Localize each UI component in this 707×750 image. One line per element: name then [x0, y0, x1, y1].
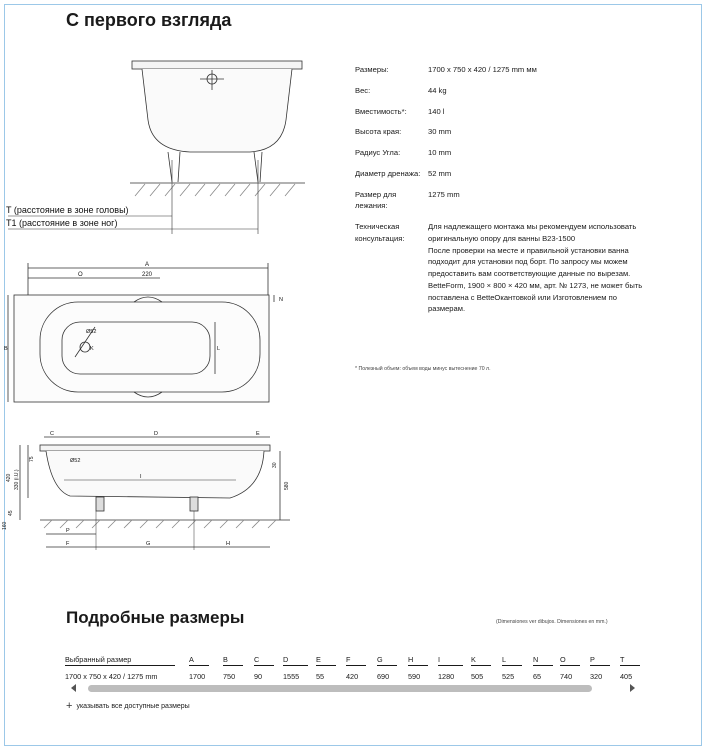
spec-list: [355, 64, 643, 324]
spec-row: [355, 64, 643, 76]
legend-t1: T1 (расстояние в зоне ног): [6, 218, 118, 228]
dim-g-label: G: [146, 541, 151, 547]
cell-value: 525: [502, 672, 515, 681]
spec-label: Высота края:: [355, 127, 402, 137]
spec-value: 30 mm: [428, 127, 452, 137]
dimensions-note: (Dimensiones ver dibujos. Dimensiones en mm.): [496, 619, 608, 625]
column-header: E: [316, 655, 336, 666]
column-header: H: [408, 655, 428, 666]
plus-icon: +: [66, 700, 73, 712]
cell-value: 65: [533, 672, 542, 681]
column-header: N: [533, 655, 553, 666]
spec-value: 1275 mm: [428, 189, 460, 199]
dim-a-label: A: [145, 262, 150, 268]
dim-330-label: 330 (i.U.): [14, 469, 20, 490]
table-scrollbar[interactable]: [66, 682, 640, 694]
dim-52-label: Ø52: [86, 329, 97, 335]
details-title: Подробные размеры: [66, 608, 245, 627]
cell-value: 90: [254, 672, 263, 681]
section-view: [2, 431, 290, 550]
cell-value: 1700 x 750 x 420 / 1275 mm: [65, 672, 158, 681]
dim-420-label: 420: [6, 473, 12, 482]
column-header: P: [590, 655, 610, 666]
column-header: B: [223, 655, 243, 666]
spec-value: Для надлежащего монтажа мы рекомендуем использовать оригинальную опору для ванны B23-1500 После проверки на месте и правильной установки ванна подходит для установки под борт. По запросу мы можем предоставить вам соответствующие данные по вырезам. BetteForm, 1900 × 800 × 420 мм, арт. № 1273, не может быть поставлена с BetteОкантовкой или Изготовлением по размерам.: [428, 222, 643, 314]
spec-label: Размеры:: [355, 65, 389, 74]
dim-b-label: B: [4, 346, 8, 352]
spec-value: 52 mm: [428, 168, 452, 178]
cell-value: 505: [471, 672, 484, 681]
spec-value: 1700 x 750 x 420 / 1275 mm мм: [428, 65, 537, 74]
dim-h-label: H: [226, 541, 230, 547]
column-header: A: [189, 655, 209, 666]
spec-value: 44 kg: [428, 85, 447, 95]
column-header: K: [471, 655, 491, 666]
cell-value: 1700: [189, 672, 206, 681]
spec-label: Размер для лежания:: [355, 189, 397, 211]
dim-l-label: L: [217, 346, 221, 352]
spec-row: [355, 126, 643, 138]
dim-c-label: C: [50, 431, 54, 437]
spec-value: 140 l: [428, 106, 445, 116]
column-header: F: [346, 655, 366, 666]
dim-i-label: I: [140, 474, 142, 480]
spec-row: [355, 85, 643, 97]
spec-label: Вес:: [355, 85, 371, 95]
dim-k-label: K: [90, 346, 94, 352]
cell-value: 750: [223, 672, 236, 681]
spec-row: [355, 189, 643, 213]
cell-value: 405: [620, 672, 633, 681]
cell-value: 420: [346, 672, 359, 681]
dim-52b-label: Ø52: [70, 458, 81, 464]
dim-o-label: O: [78, 272, 83, 278]
spec-row: [355, 168, 643, 180]
dim-45-label: 45: [8, 510, 14, 516]
column-header: I: [438, 655, 463, 666]
scroll-right-icon[interactable]: [630, 684, 635, 692]
dim-75-label: 75: [29, 456, 35, 462]
dim-p-label: P: [66, 528, 70, 534]
column-header: G: [377, 655, 397, 666]
spec-row: [355, 147, 643, 159]
dim-d-label: D: [154, 431, 158, 437]
dim-580-label: 580: [284, 481, 290, 490]
spec-row: [355, 106, 643, 118]
spec-value: 10 mm: [428, 148, 452, 158]
cell-value: 320: [590, 672, 603, 681]
top-view: [4, 262, 283, 402]
spec-label: Вместимость*:: [355, 106, 407, 116]
show-all-sizes-label: указывать все доступные размеры: [76, 702, 190, 710]
capacity-footnote: * Полезный объем: объем воды минус вытеснение 70 л.: [355, 366, 491, 372]
cell-value: 690: [377, 672, 390, 681]
legend-t: T (расстояние в зоне головы): [6, 205, 129, 215]
show-all-sizes-link[interactable]: [66, 700, 190, 712]
column-header: C: [254, 655, 274, 666]
front-view: [6, 61, 305, 234]
dim-160-label: 160: [2, 521, 8, 530]
spec-label: Диаметр дренажа:: [355, 168, 421, 178]
spec-label: Техническая консультация:: [355, 222, 405, 243]
cell-value: 590: [408, 672, 421, 681]
column-header: L: [502, 655, 522, 666]
dim-e-label: E: [256, 431, 260, 437]
spec-label: Радиус Угла:: [355, 148, 401, 158]
scroll-thumb[interactable]: [88, 685, 592, 692]
page-title: С первого взгляда: [66, 10, 232, 30]
column-header: T: [620, 655, 640, 666]
cell-value: 1280: [438, 672, 455, 681]
dim-30-label: 30: [272, 462, 278, 468]
column-header: Выбранный размер: [65, 655, 175, 666]
dim-n-label: N: [279, 297, 283, 303]
column-header: D: [283, 655, 308, 666]
cell-value: 1555: [283, 672, 300, 681]
dim-220-label: 220: [142, 272, 153, 278]
spec-row: [355, 221, 643, 315]
dim-f-label: F: [66, 541, 70, 547]
cell-value: 55: [316, 672, 325, 681]
column-header: O: [560, 655, 580, 666]
scroll-left-icon[interactable]: [71, 684, 76, 692]
cell-value: 740: [560, 672, 573, 681]
